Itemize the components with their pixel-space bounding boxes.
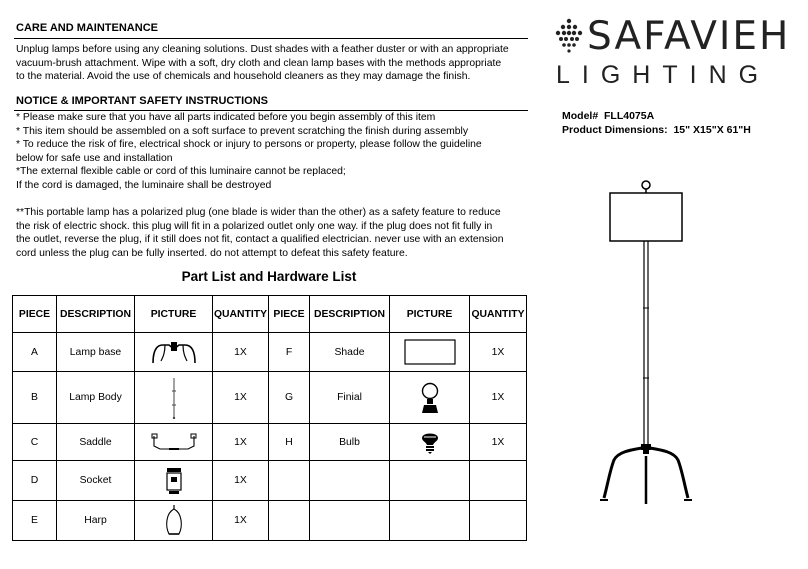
table-row [13, 424, 527, 461]
picture-cell [135, 501, 213, 541]
header-quantity: QUANTITY [213, 296, 269, 333]
dimensions-line [562, 124, 751, 136]
picture-cell [135, 333, 213, 372]
care-body [16, 43, 528, 84]
safety-line: * To reduce the risk of fire, electrical shock or injury to persons or property, please follow the guideline [16, 139, 482, 151]
chandelier-icon [554, 18, 584, 56]
floor-lamp-illustration [600, 178, 710, 508]
piece-cell [269, 461, 310, 501]
plug-notice [16, 206, 528, 260]
parts-table [12, 295, 527, 541]
picture-cell [135, 461, 213, 501]
quantity-cell: 1X [213, 372, 269, 424]
safety-line: *The external flexible cable or cord of this luminaire cannot be replaced; [16, 166, 346, 178]
table-row [13, 333, 527, 372]
plug-line: cord unless the plug can be fully inserted. do not attempt to defeat this safety feature. [16, 247, 408, 259]
brand-name: SAFAVIEH [587, 14, 791, 59]
table-row [13, 461, 527, 501]
care-line: vacuum-brush attachment. Wipe with a soft, dry cloth and clean lamp bases with the methods appropriate [16, 57, 502, 69]
piece-cell: H [269, 424, 310, 461]
piece-cell: B [13, 372, 57, 424]
description-cell: Harp [57, 501, 135, 541]
socket-icon [163, 466, 185, 496]
piece-cell: C [13, 424, 57, 461]
model-value: FLL4075A [604, 110, 655, 122]
brand-subtitle: LIGHTING [556, 61, 771, 89]
description-cell: Lamp Body [57, 372, 135, 424]
header-quantity: QUANTITY [470, 296, 527, 333]
parts-title: Part List and Hardware List [181, 269, 357, 284]
parts-header-row [13, 296, 527, 333]
description-cell: Saddle [57, 424, 135, 461]
harp-icon [163, 504, 185, 538]
dimensions-label: Product Dimensions: [562, 124, 668, 136]
piece-cell: G [269, 372, 310, 424]
finial-icon [419, 381, 441, 415]
picture-cell [390, 424, 470, 461]
picture-cell [135, 424, 213, 461]
safety-line: * This item should be assembled on a soft surface to prevent scratching the finish during assembly [16, 125, 469, 137]
saddle-icon [151, 432, 197, 452]
picture-cell [135, 372, 213, 424]
piece-cell [269, 501, 310, 541]
quantity-cell: 1X [213, 333, 269, 372]
quantity-cell: 1X [213, 501, 269, 541]
quantity-cell: 1X [213, 424, 269, 461]
piece-cell: F [269, 333, 310, 372]
safety-line: below for safe use and installation [16, 152, 173, 164]
description-cell [310, 501, 390, 541]
dimensions-value: 15" X15"X 61"H [673, 124, 751, 136]
quantity-cell: 1X [213, 461, 269, 501]
table-row [13, 372, 527, 424]
quantity-cell: 1X [470, 424, 527, 461]
care-line: Unplug lamps before using any cleaning solutions. Dust shades with a feather duster or with an appropriate [16, 44, 509, 55]
brand-logo [554, 14, 791, 89]
care-line: to the material. Avoid the use of chemicals and household cleaners as they may damage the finish. [16, 71, 471, 83]
quantity-cell: 1X [470, 333, 527, 372]
header-piece: PIECE [269, 296, 310, 333]
header-picture: PICTURE [390, 296, 470, 333]
header-piece: PIECE [13, 296, 57, 333]
header-picture: PICTURE [135, 296, 213, 333]
safety-line: If the cord is damaged, the luminaire shall be destroyed [16, 179, 272, 191]
header-description: DESCRIPTION [57, 296, 135, 333]
model-line [562, 110, 654, 122]
piece-cell: D [13, 461, 57, 501]
care-divider [14, 38, 528, 39]
model-label: Model# [562, 110, 599, 122]
picture-cell [390, 501, 470, 541]
table-row [13, 501, 527, 541]
lamp-base-icon [149, 339, 199, 365]
safety-line: * Please make sure that you have all parts indicated before you begin assembly of this item [16, 112, 436, 123]
description-cell: Finial [310, 372, 390, 424]
header-description: DESCRIPTION [310, 296, 390, 333]
description-cell: Bulb [310, 424, 390, 461]
safety-title: NOTICE & IMPORTANT SAFETY INSTRUCTIONS [16, 95, 268, 107]
plug-line: the risk of electric shock. this plug will fit in a polarized outlet only one way. if the plug does not fit fully in [16, 220, 493, 232]
shade-icon [403, 338, 457, 366]
quantity-cell [470, 461, 527, 501]
description-cell: Shade [310, 333, 390, 372]
plug-line: the outlet, reverse the plug, if it still does not fit, contact a qualified electrician. never use with an extension [16, 234, 504, 246]
piece-cell: E [13, 501, 57, 541]
safety-body [16, 111, 528, 193]
lamp-body-icon [169, 377, 179, 419]
care-title: CARE AND MAINTENANCE [16, 22, 158, 34]
quantity-cell [470, 501, 527, 541]
picture-cell [390, 461, 470, 501]
description-cell [310, 461, 390, 501]
bulb-icon [419, 430, 441, 454]
picture-cell [390, 372, 470, 424]
quantity-cell: 1X [470, 372, 527, 424]
piece-cell: A [13, 333, 57, 372]
picture-cell [390, 333, 470, 372]
description-cell: Socket [57, 461, 135, 501]
description-cell: Lamp base [57, 333, 135, 372]
plug-line: **This portable lamp has a polarized plug (one blade is wider than the other) as a safety feature to reduce [16, 207, 501, 218]
